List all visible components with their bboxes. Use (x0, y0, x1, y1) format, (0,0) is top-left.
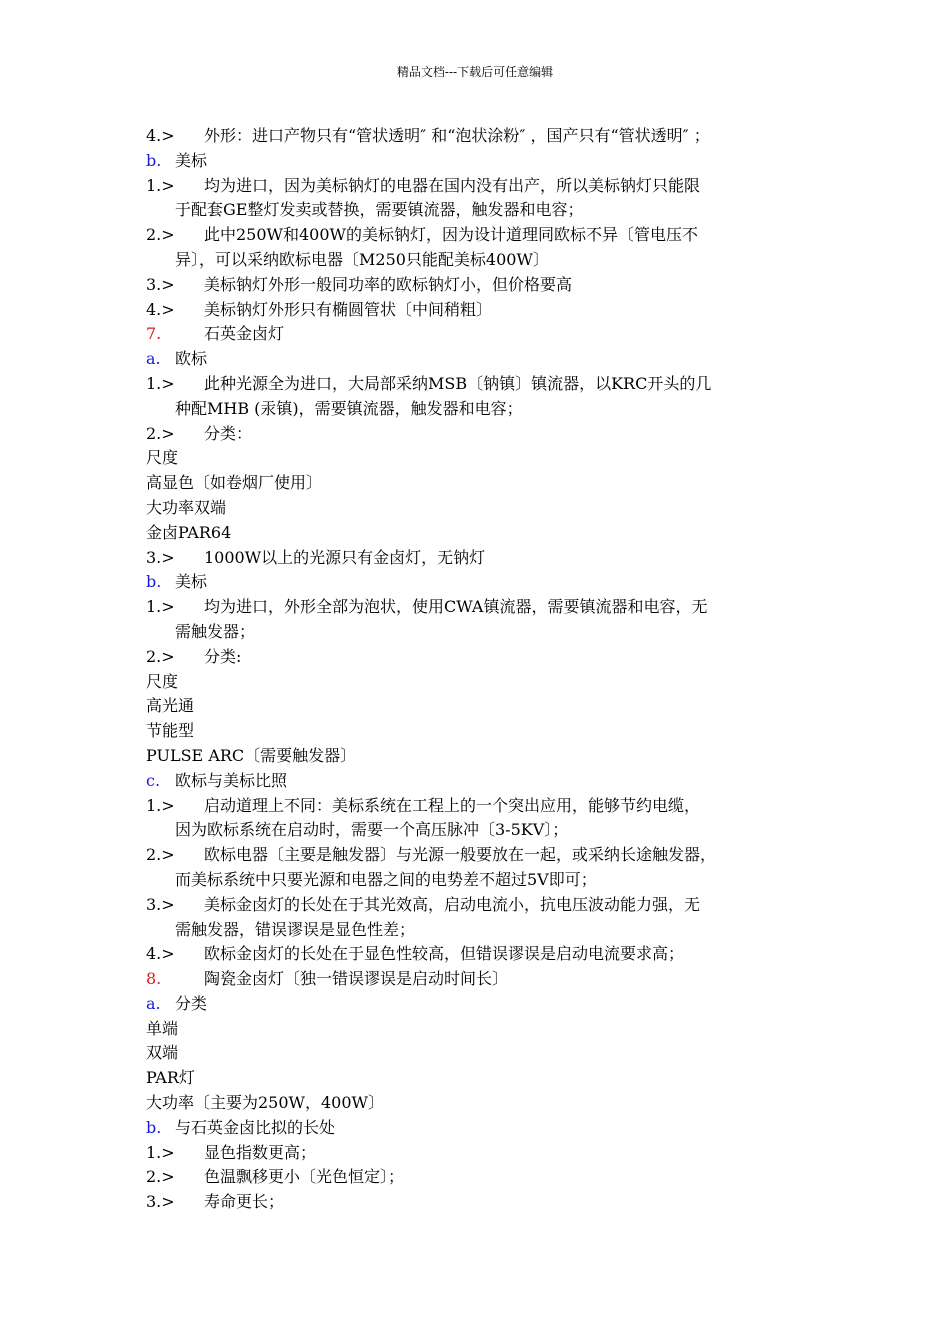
item-line (146, 273, 826, 298)
item-line (146, 422, 826, 447)
line-text: 美标钠灯外形只有椭圆管状〔中间稍粗〕 (204, 299, 493, 319)
line-text: 高显色〔如卷烟厂使用〕 (146, 473, 323, 493)
line-text: 均为进口，外形全部为泡状，使用CWA镇流器，需要镇流器和电容，无 (204, 597, 708, 617)
plain-line (146, 1091, 826, 1116)
line-text: 色温飘移更小〔光色恒定〕； (204, 1167, 405, 1187)
line-text: 此中250W和400W的美标钠灯，因为设计道理同欧标不异〔管电压不 (204, 225, 698, 245)
list-marker: 7. (146, 324, 162, 344)
continuation-line (146, 620, 826, 645)
continuation-line (146, 868, 826, 893)
document-body (146, 124, 826, 1215)
line-text: 石英金卤灯 (204, 324, 285, 344)
item-line (146, 546, 826, 571)
line-text: 大功率〔主要为250W，400W〕 (146, 1093, 384, 1113)
list-marker: 2.> (146, 225, 175, 245)
list-marker: 1.> (146, 175, 175, 195)
list-marker: a. (146, 349, 161, 369)
line-text: 双端 (146, 1043, 179, 1063)
plain-line (146, 694, 826, 719)
line-text: 需触发器； (175, 621, 256, 641)
line-text: 欧标电器〔主要是触发器〕与光源一般要放在一起，或采纳长途触发器， (204, 845, 717, 865)
line-text: 美标钠灯外形一般同功率的欧标钠灯小，但价格要高 (204, 274, 573, 294)
line-text: 1000W以上的光源只有金卤灯，无钠灯 (204, 547, 486, 567)
line-text: 高光通 (146, 696, 195, 716)
line-text: 而美标系统中只要光源和电器之间的电势差不超过5V即可； (175, 869, 597, 889)
line-text: 分类： (204, 423, 253, 443)
plain-line (146, 719, 826, 744)
line-text: 节能型 (146, 721, 195, 741)
plain-line (146, 521, 826, 546)
line-text: 美标金卤灯的长处在于其光效高，启动电流小，抗电压波动能力强，无 (204, 894, 701, 914)
section-line (146, 967, 826, 992)
line-text: 此种光源全为进口，大局部采纳MSB〔钠镇〕镇流器，以KRC开头的几 (204, 373, 712, 393)
item-line (146, 1165, 826, 1190)
list-marker: a. (146, 993, 161, 1013)
plain-line (146, 1017, 826, 1042)
plain-line (146, 670, 826, 695)
line-text: 启动道理上不同：美标系统在工程上的一个突出应用，能够节约电缆， (204, 795, 701, 815)
letter-line (146, 570, 826, 595)
item-line (146, 843, 826, 868)
plain-line (146, 446, 826, 471)
list-marker: 1.> (146, 597, 175, 617)
list-marker: 3.> (146, 1192, 175, 1212)
list-marker: 4.> (146, 126, 175, 145)
list-marker: b. (146, 150, 162, 170)
item-line (146, 124, 826, 149)
line-text: 尺度 (146, 671, 179, 691)
item-line (146, 223, 826, 248)
line-text: 单端 (146, 1018, 179, 1038)
continuation-line (146, 397, 826, 422)
list-marker: b. (146, 1117, 162, 1137)
plain-line (146, 1041, 826, 1066)
line-text: 异〕，可以采纳欧标电器〔M250只能配美标400W〕 (175, 249, 549, 269)
item-line (146, 645, 826, 670)
item-line (146, 1190, 826, 1215)
letter-line (146, 992, 826, 1017)
line-text: 寿命更长； (204, 1192, 285, 1212)
list-marker: 4.> (146, 299, 175, 319)
item-line (146, 372, 826, 397)
line-text: 陶瓷金卤灯〔独一错误谬误是启动时间长〕 (204, 969, 509, 989)
item-line (146, 794, 826, 819)
line-text: 尺度 (146, 448, 179, 468)
line-text: 需触发器，错误谬误是显色性差； (175, 919, 416, 939)
line-text: PAR灯 (146, 1068, 195, 1088)
plain-line (146, 1066, 826, 1091)
line-text: 美标 (175, 572, 208, 592)
item-line (146, 893, 826, 918)
list-marker: 2.> (146, 1167, 175, 1187)
line-text: 外形：进口产物只有“管状透明″ 和“泡状涂粉″ ，国产只有“管状透明″ ； (204, 126, 710, 145)
list-marker: 1.> (146, 795, 175, 815)
line-text: 金卤PAR64 (146, 522, 232, 542)
letter-line (146, 769, 826, 794)
letter-line (146, 149, 826, 174)
page-header: 精品文档---下载后可任意编辑 (396, 65, 554, 79)
continuation-line (146, 818, 826, 843)
line-text: 均为进口，因为美标钠灯的电器在国内没有出产，所以美标钠灯只能限 (204, 175, 701, 195)
list-marker: 2.> (146, 423, 175, 443)
line-text: PULSE ARC〔需要触发器〕 (146, 745, 357, 765)
line-text: 分类 (175, 993, 208, 1013)
line-text: 与石英金卤比拟的长处 (175, 1117, 336, 1137)
list-marker: 8. (146, 969, 162, 989)
list-marker: b. (146, 572, 162, 592)
line-text: 因为欧标系统在启动时，需要一个高压脉冲〔3-5KV〕； (175, 820, 569, 840)
item-line (146, 942, 826, 967)
plain-line (146, 744, 826, 769)
list-marker: 1.> (146, 373, 175, 393)
plain-line (146, 471, 826, 496)
item-line (146, 298, 826, 323)
line-text: 大功率双端 (146, 497, 227, 517)
line-text: 欧标金卤灯的长处在于显色性较高，但错误谬误是启动电流要求高； (204, 944, 685, 964)
letter-line (146, 347, 826, 372)
item-line (146, 595, 826, 620)
item-line (146, 1141, 826, 1166)
list-marker: 3.> (146, 547, 175, 567)
line-text: 显色指数更高； (204, 1142, 317, 1162)
list-marker: 4.> (146, 944, 175, 964)
list-marker: 2.> (146, 646, 175, 666)
list-marker: 1.> (146, 1142, 175, 1162)
line-text: 欧标 (175, 349, 208, 369)
plain-line (146, 496, 826, 521)
list-marker: 3.> (146, 274, 175, 294)
continuation-line (146, 198, 826, 223)
line-text: 于配套GE整灯发卖或替换，需要镇流器，触发器和电容； (175, 200, 584, 220)
line-text: 种配MHB (汞镇)，需要镇流器，触发器和电容； (175, 398, 523, 418)
list-marker: 3.> (146, 894, 175, 914)
list-marker: c. (146, 770, 161, 790)
letter-line (146, 1116, 826, 1141)
continuation-line (146, 918, 826, 943)
list-marker: 2.> (146, 845, 175, 865)
line-text: 欧标与美标比照 (175, 770, 288, 790)
section-line (146, 322, 826, 347)
line-text: 分类: (204, 646, 242, 666)
line-text: 美标 (175, 150, 208, 170)
continuation-line (146, 248, 826, 273)
item-line (146, 174, 826, 199)
